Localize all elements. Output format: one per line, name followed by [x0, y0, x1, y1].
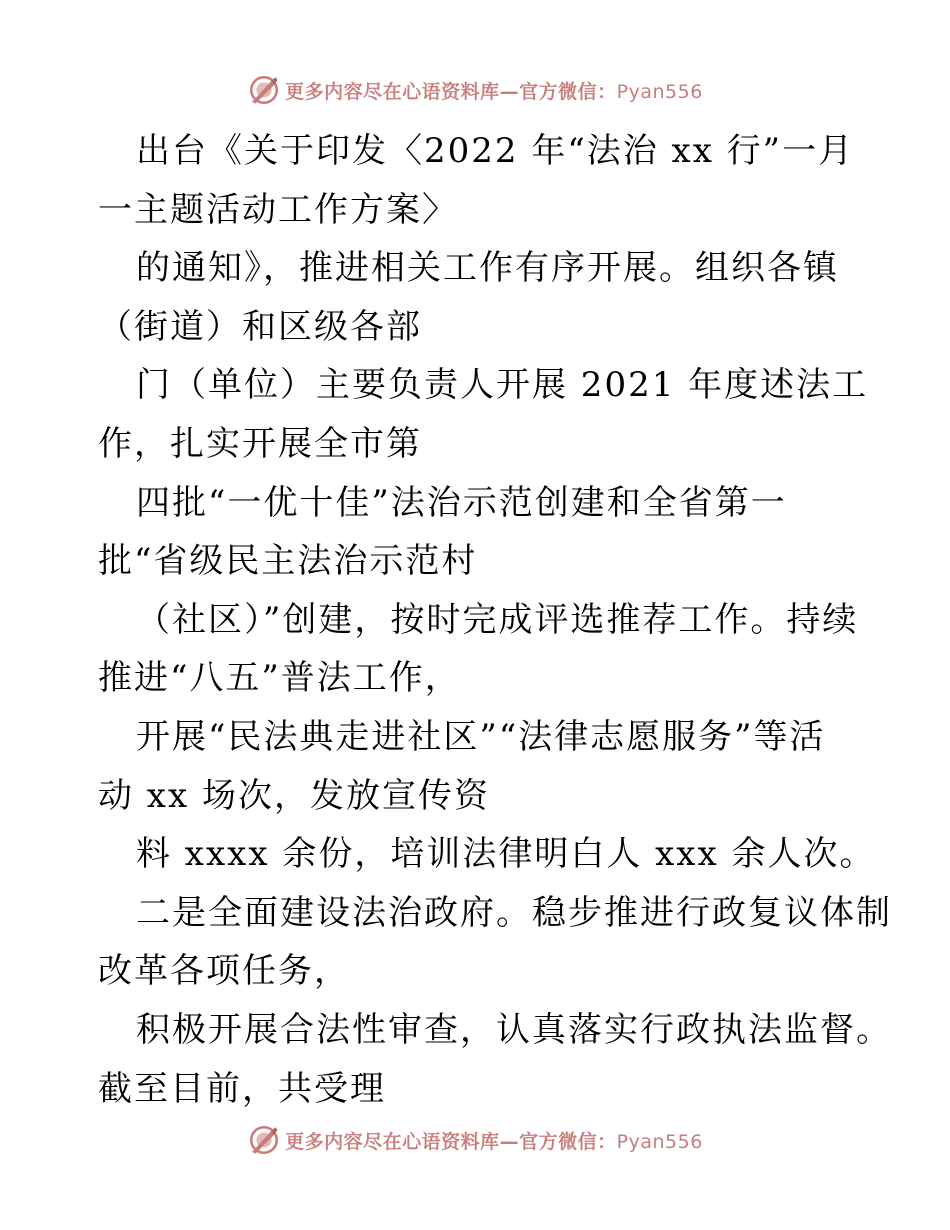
watermark-account-id: Pyan556 [616, 80, 703, 103]
text-line: 批“省级民主法治示范村 [98, 541, 478, 582]
text-line: 一主题活动工作方案〉 [98, 189, 458, 230]
text-line: 门（单位）主要负责人开展 2021 年度述法工 [136, 365, 869, 406]
footer-watermark [0, 1120, 950, 1160]
watermark-account-id: Pyan556 [616, 1130, 703, 1153]
header-watermark [0, 70, 950, 110]
text-line: 四批“一优十佳”法治示范创建和全省第一 [136, 482, 787, 523]
header-watermark-inner [247, 73, 703, 107]
text-line: 的通知》，推进相关工作有序开展。组织各镇 [136, 248, 839, 289]
pen-seal-icon [247, 73, 281, 107]
text-line: 积极开展合法性审查，认真落实行政执法监督。 [136, 1009, 892, 1050]
text-line: 动 xx 场次，发放宣传资 [98, 775, 490, 816]
watermark-main-text: 更多内容尽在心语资料库—官方微信： [285, 80, 617, 103]
footer-watermark-inner [247, 1123, 703, 1157]
watermark-main-text: 更多内容尽在心语资料库—官方微信： [285, 1130, 617, 1153]
document-body [98, 122, 892, 1118]
text-line: （社区）”创建，按时完成评选推荐工作。持续 [136, 599, 859, 640]
watermark-text [285, 77, 703, 104]
watermark-text [285, 1127, 703, 1154]
text-line: 出台《关于印发〈2022 年“法治 xx 行”一月 [136, 131, 855, 171]
text-line: 料 xxxx 余份，培训法律明白人 xxx 余人次。 [136, 834, 876, 875]
text-line: 开展“民法典走进社区”“法律志愿服务”等活 [136, 716, 826, 757]
text-line: （街道）和区级各部 [98, 306, 422, 347]
pen-seal-icon [247, 1123, 281, 1157]
text-line: 二是全面建设法治政府。稳步推进行政复议体制 [136, 892, 892, 933]
text-line: 截至目前，共受理 [98, 1068, 386, 1109]
text-line: 改革各项任务， [98, 951, 350, 992]
text-line: 推进“八五”普法工作， [98, 658, 461, 699]
text-line: 作，扎实开展全市第 [98, 423, 422, 464]
